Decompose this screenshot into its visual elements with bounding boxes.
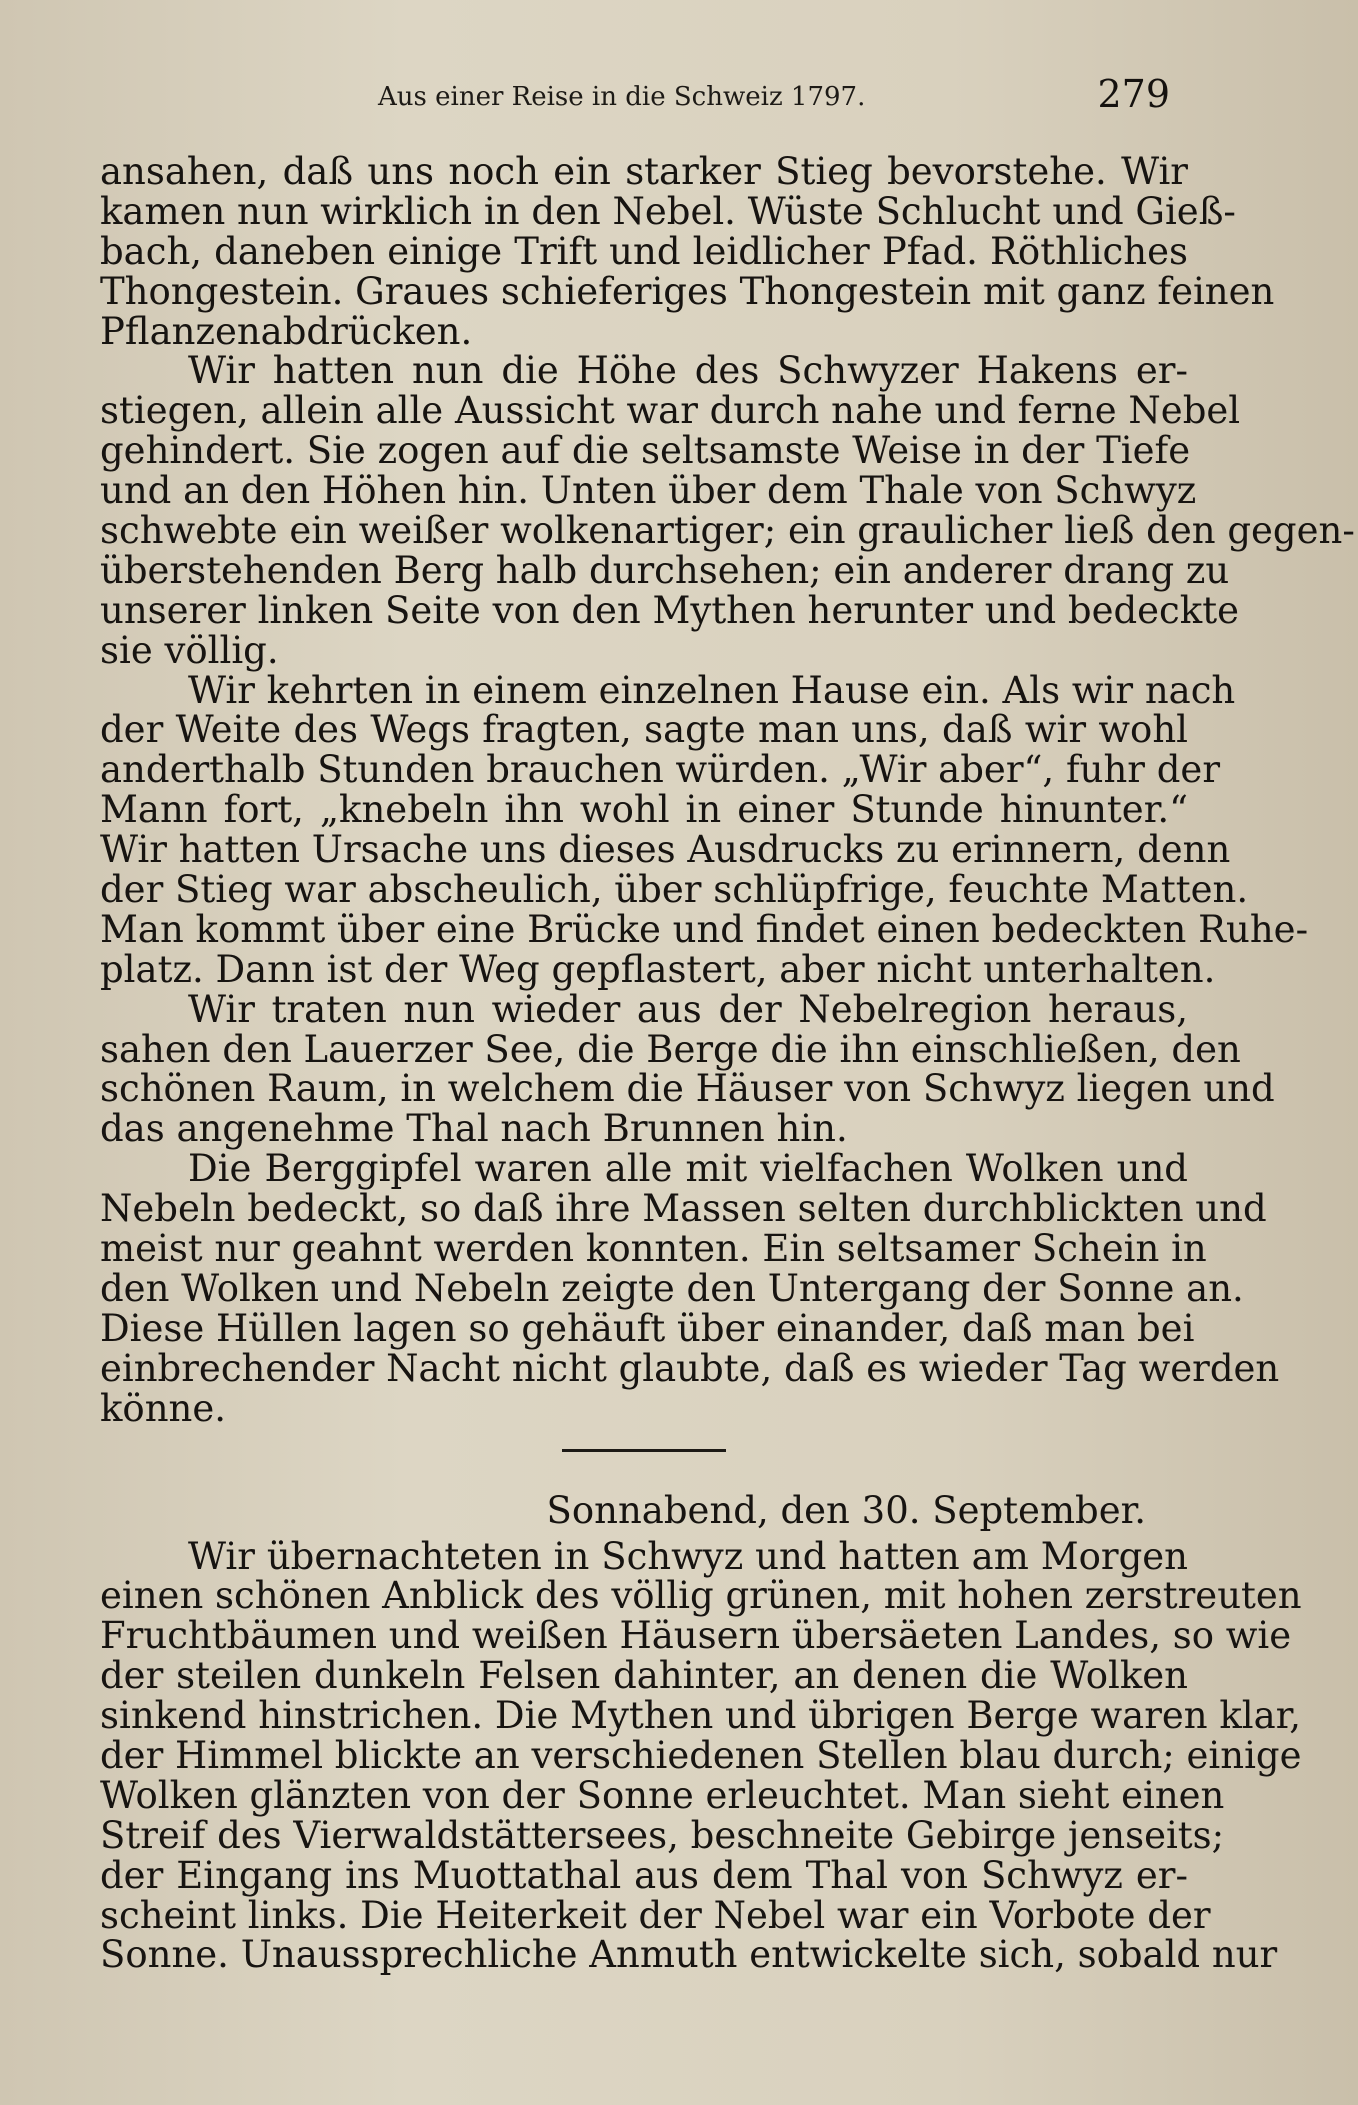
text-line: platz. Dann ist der Weg gepflastert, aber nicht unterhalten. <box>100 947 1216 991</box>
text-line: überstehenden Berg halb durchsehen; ein anderer drang zu <box>100 548 1230 592</box>
running-title: Aus einer Reise in die Schweiz 1797. <box>378 82 866 112</box>
text-line: und an den Höhen hin. Unten über dem Thale von Schwyz <box>100 469 1197 513</box>
text-line: Diese Hüllen lagen so gehäuft über einander, daß man bei <box>100 1306 1195 1350</box>
text-line: Pflanzenabdrücken. <box>100 309 473 353</box>
text-line: ansahen, daß uns noch ein starker Stieg bevorstehe. Wir <box>100 150 1188 193</box>
text-line: der steilen dunkeln Felsen dahinter, an denen die Wolken <box>100 1654 1188 1698</box>
text-line: bach, daneben einige Trift und leidlicher Pfad. Röthliches <box>100 229 1188 273</box>
text-line: Fruchtbäumen und weißen Häusern übersäeten Landes, so wie <box>100 1614 1292 1658</box>
text-line: Sonne. Unaussprechliche Anmuth entwickelte sich, sobald nur <box>100 1933 1278 1977</box>
text-line: Die Berggipfel waren alle mit vielfachen Wolken und <box>188 1147 1188 1191</box>
text-line: könne. <box>100 1386 227 1430</box>
text-line: scheint links. Die Heiterkeit der Nebel war ein Vorbote der <box>100 1893 1211 1937</box>
text-line: Wolken glänzten von der Sonne erleuchtet. Man sieht einen <box>100 1773 1225 1817</box>
text-line: unserer linken Seite von den Mythen herunter und bedeckte <box>100 588 1239 632</box>
running-head <box>100 72 1170 122</box>
text-line: sahen den Lauerzer See, die Berge die ihn einschließen, den <box>100 1027 1241 1071</box>
text-line: stiegen, allein alle Aussicht war durch nahe und ferne Nebel <box>100 389 1241 433</box>
section-divider <box>100 1429 1188 1489</box>
text-line: den Wolken und Nebeln zeigte den Untergang der Sonne an. <box>100 1266 1244 1310</box>
text-line: Wir hatten Ursache uns dieses Ausdrucks zu erinnern, denn <box>100 828 1231 872</box>
text-line: Wir hatten nun die Höhe des Schwyzer Hakens er- <box>188 349 1188 393</box>
text-line: der Eingang ins Muottathal aus dem Thal von Schwyz er- <box>100 1853 1188 1897</box>
text-line: das angenehme Thal nach Brunnen hin. <box>100 1107 848 1151</box>
dateline-text: Sonnabend, den 30. September. <box>546 1488 1146 1532</box>
text-line: Streif des Vierwaldstättersees, beschneite Gebirge jenseits; <box>100 1813 1225 1857</box>
body-text <box>100 150 1355 1977</box>
section-1 <box>100 150 1355 1430</box>
text-line: Thongestein. Graues schieferiges Thongestein mit ganz feinen <box>100 269 1275 313</box>
text-line: der Weite des Wegs fragten, sagte man uns, daß wir wohl <box>100 708 1188 752</box>
text-line: Wir kehrten in einem einzelnen Hause ein. Als wir nach <box>188 668 1236 712</box>
text-line: Man kommt über eine Brücke und findet einen bedeckten Ruhe- <box>100 907 1309 951</box>
text-line: schwebte ein weißer wolkenartiger; ein graulicher ließ den gegen- <box>100 509 1355 553</box>
dateline <box>100 1489 1188 1537</box>
text-line: der Himmel blickte an verschiedenen Stellen blau durch; einige <box>100 1733 1302 1777</box>
text-line: gehindert. Sie zogen auf die seltsamste Weise in der Tiefe <box>100 429 1191 473</box>
text-line: Mann fort, „knebeln ihn wohl in einer Stunde hinunter.“ <box>100 788 1188 832</box>
text-line: meist nur geahnt werden konnten. Ein seltsamer Schein in <box>100 1227 1207 1271</box>
text-line: Wir traten nun wieder aus der Nebelregion heraus, <box>188 987 1188 1031</box>
text-line: sie völlig. <box>100 628 279 672</box>
page-number: 279 <box>1097 72 1170 116</box>
section-2 <box>100 1534 1302 1977</box>
text-line: schönen Raum, in welchem die Häuser von Schwyz liegen und <box>100 1067 1275 1111</box>
text-line: anderthalb Stunden brauchen würden. „Wir aber“, fuhr der <box>100 748 1221 792</box>
text-line: Nebeln bedeckt, so daß ihre Massen selten durchblickten und <box>100 1187 1267 1231</box>
text-line: der Stieg war abscheulich, über schlüpfrige, feuchte Matten. <box>100 868 1249 912</box>
text-line: sinkend hinstrichen. Die Mythen und übrigen Berge waren klar, <box>100 1694 1302 1738</box>
text-line: einen schönen Anblick des völlig grünen, mit hohen zerstreuten <box>100 1574 1302 1618</box>
text-line: einbrechender Nacht nicht glaubte, daß es wieder Tag werden <box>100 1346 1280 1390</box>
text-line: Wir übernachteten in Schwyz und hatten am Morgen <box>188 1534 1188 1578</box>
text-line: kamen nun wirklich in den Nebel. Wüste Schlucht und Gieß- <box>100 189 1236 233</box>
